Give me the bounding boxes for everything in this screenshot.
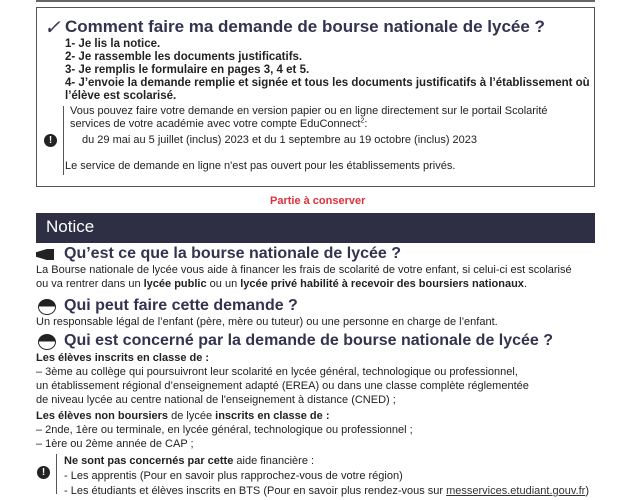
note-text: services de votre académie avec votre compte EduConnect$^2$: — [70, 117, 368, 130]
list-item: – 2nde, 1ère ou terminale, en lycée général, technologique ou professionnel ; — [36, 424, 413, 436]
q1-text: La Bourse nationale de lycée vous aide à financer les frais de scolarité de votre enfant, si celui-ci est scolarisé — [36, 264, 572, 276]
howto-title: Comment faire ma demande de bourse nationale de lycée ? — [65, 17, 545, 36]
q1-title: Qu’est ce que la bourse nationale de lycée ? — [64, 245, 401, 262]
step: l’élève est scolarisé. — [65, 90, 177, 102]
keep-label: Partie à conserver — [270, 195, 366, 207]
step: 1- Je lis la notice. — [65, 38, 161, 50]
q2-text: Un responsable légal de l’enfant (père, mère ou tuteur) ou une personne en charge de l’enfant. — [36, 316, 498, 328]
note-text: Vous pouvez faire votre demande en version papier ou en ligne directement sur le portail Scolarité — [70, 105, 548, 117]
notice-bar — [36, 213, 595, 243]
q1-text: ou va rentrer dans un lycée public ou un lycée privé habilité à recevoir des boursiers nationaux. — [36, 278, 527, 290]
dates-text: du 29 mai au 5 juillet (inclus) 2023 et du 1 septembre au 19 octobre (inclus) 2023 — [82, 134, 478, 146]
person-icon — [38, 334, 56, 350]
list-item: – 1ère ou 2ème année de CAP ; — [36, 438, 194, 450]
note-bar — [63, 106, 64, 175]
list-item: – 3ème au collège qui poursuivront leur scolarité en lycée général, technologique ou professionnel, — [36, 366, 518, 378]
pen-check-icon: ✓ — [44, 17, 61, 39]
list-item: un établissement régional d’enseignement adapté (EREA) ou dans une classe complète réglementée — [36, 380, 529, 392]
warning-icon: ! — [44, 134, 57, 147]
note-bar — [56, 454, 57, 494]
step: 2- Je rassemble les documents justificatifs. — [65, 51, 303, 63]
list-item: de niveau lycée au centre national de l'enseignement à distance (CNED) ; — [36, 394, 396, 406]
step: 3- Je remplis le formulaire en pages 3, 4 et 5. — [65, 64, 310, 76]
notice-title: Notice — [46, 217, 95, 236]
top-rule — [36, 0, 595, 2]
exclusion-heading: Ne sont pas concernés par cette aide financière : — [64, 455, 315, 467]
private-note: Le service de demande en ligne n'est pas ouvert pour les établissements privés. — [65, 160, 456, 172]
messervices-link[interactable]: messervices.etudiant.gouv.fr — [446, 485, 586, 497]
q2-title: Qui peut faire cette demande ? — [64, 297, 298, 314]
step: 4- J’envoie la demande remplie et signée et tous les documents justificatifs à l’établissement où — [65, 77, 590, 89]
group-heading: Les élèves inscrits en classe de : — [36, 352, 210, 364]
exclusion-item: - Les étudiants et élèves inscrits en BTS (Pour en savoir plus rendez-vous sur messervices.etudiant.gouv.fr) — [64, 485, 589, 497]
exclusion-item: - Les apprentis (Pour en savoir plus rapprochez-vous de votre région) — [64, 470, 403, 482]
q3-title: Qui est concerné par la demande de bourse nationale de lycée ? — [64, 332, 554, 349]
group-heading: Les élèves non boursiers de lycée inscrits en classe de : — [36, 410, 330, 422]
warning-icon: ! — [37, 466, 50, 479]
person-icon — [38, 299, 56, 315]
megaphone-icon — [36, 249, 54, 260]
